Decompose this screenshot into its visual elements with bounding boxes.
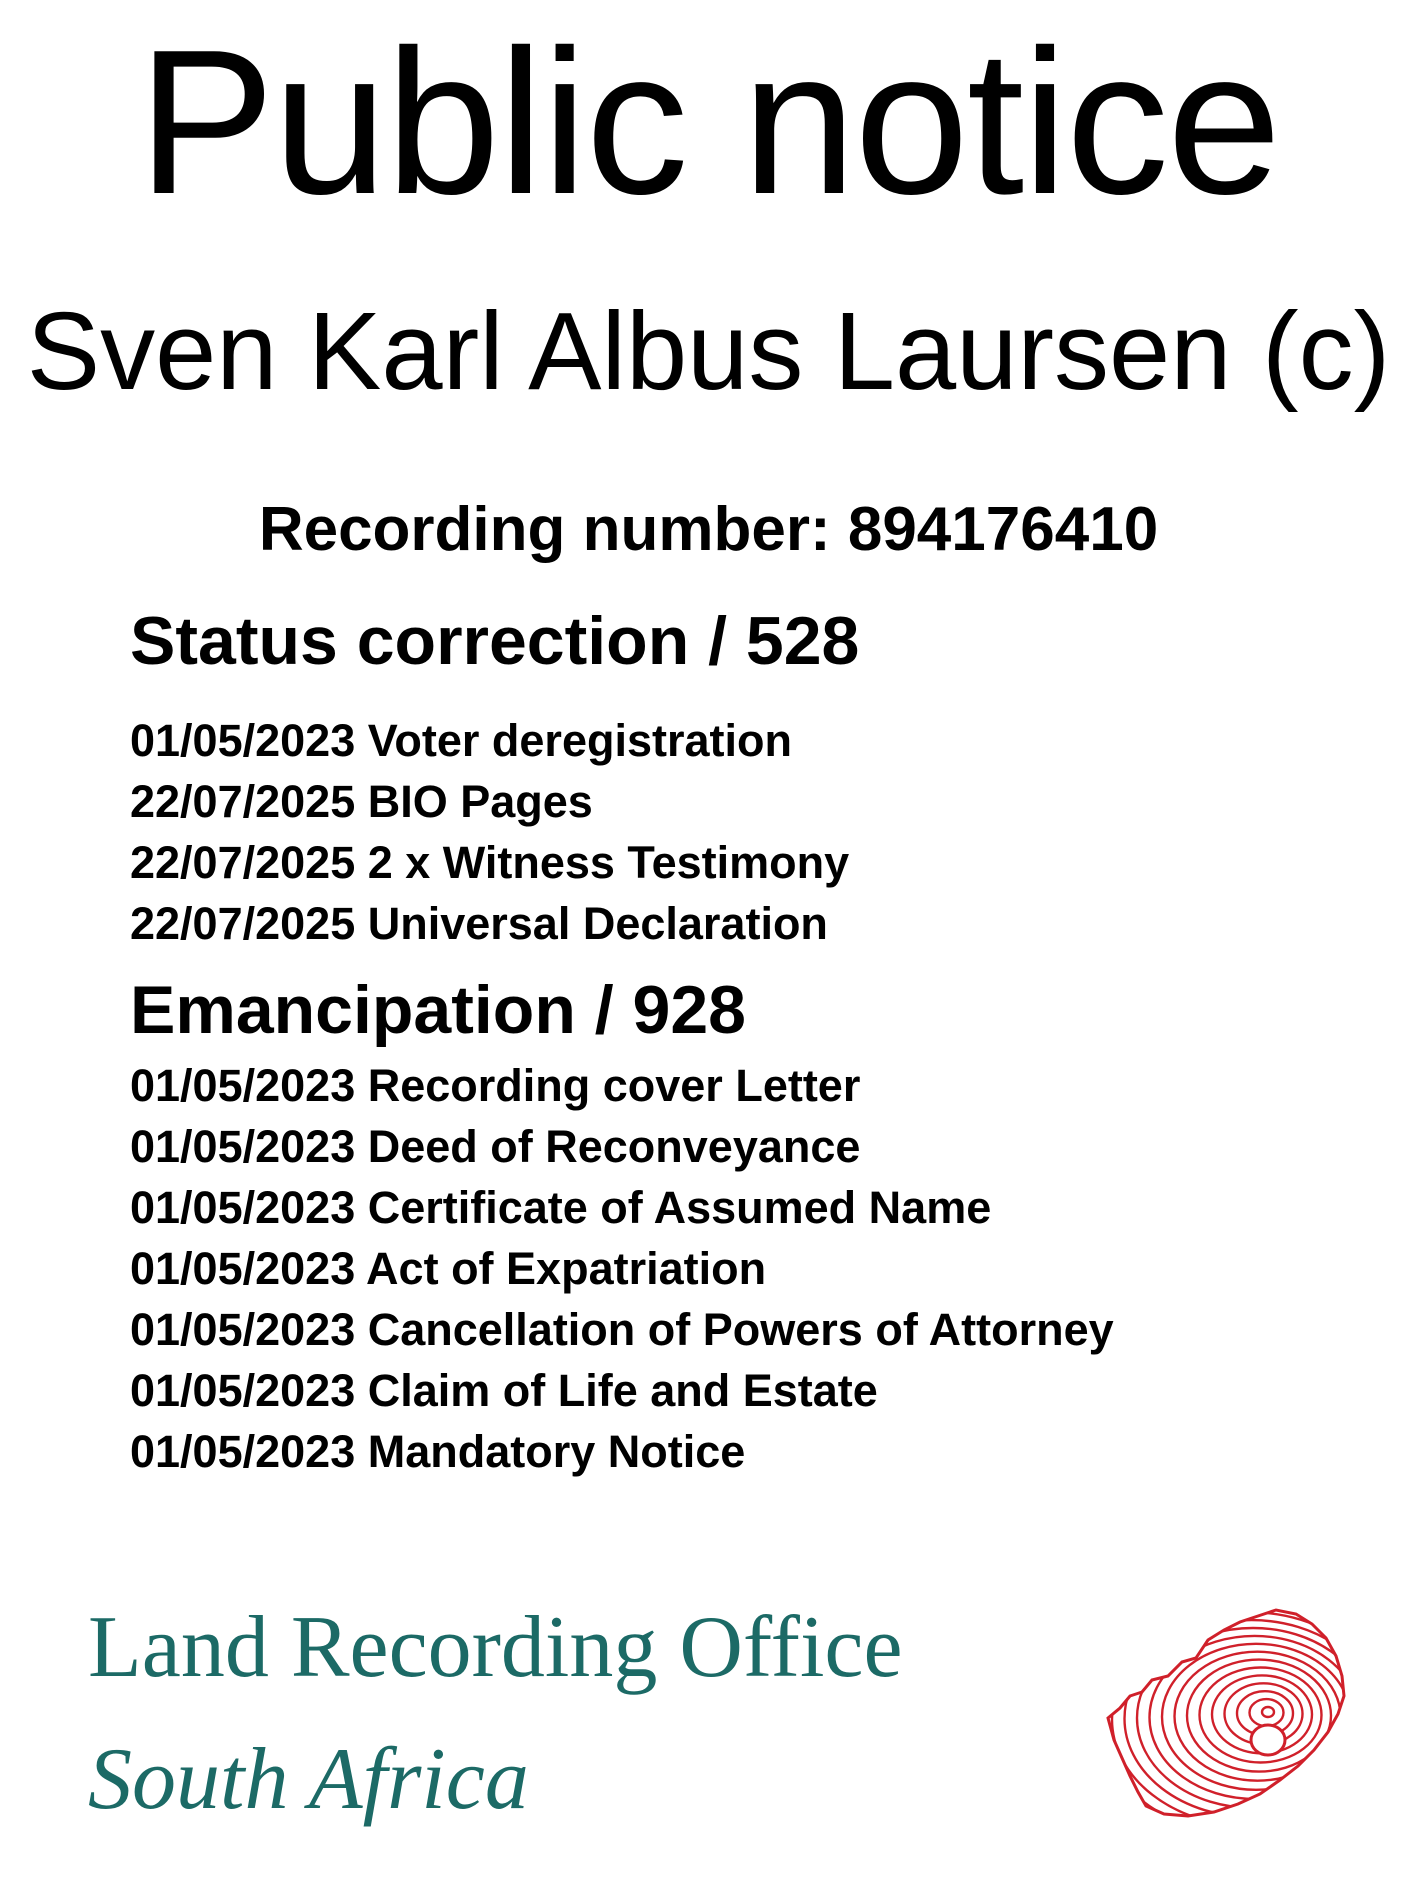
list-item: 01/05/2023 Claim of Life and Estate [130, 1365, 878, 1416]
list-item: 01/05/2023 Act of Expatriation [130, 1243, 767, 1294]
fingerprint-ridge [1262, 1707, 1274, 1717]
list-item: 01/05/2023 Voter deregistration [130, 715, 792, 766]
list-item: 01/05/2023 Certificate of Assumed Name [130, 1182, 992, 1233]
section-status-correction-list [130, 710, 849, 954]
list-item: 01/05/2023 Recording cover Letter [130, 1060, 861, 1111]
section-status-correction-heading: Status correction / 528 [130, 603, 860, 679]
office-name: Land Recording Office [88, 1599, 903, 1696]
list-item: 22/07/2025 Universal Declaration [130, 898, 828, 949]
fingerprint-ridge [1125, 1620, 1361, 1817]
recording-number: Recording number: 894176410 [258, 495, 1159, 564]
notice-title: Public notice [137, 7, 1280, 237]
office-country: South Africa [88, 1731, 529, 1828]
section-emancipation-heading: Emancipation / 928 [130, 972, 746, 1048]
list-item: 22/07/2025 2 x Witness Testimony [130, 837, 850, 888]
south-africa-fingerprint-map-icon [1090, 1600, 1360, 1830]
list-item: 01/05/2023 Deed of Reconveyance [130, 1121, 861, 1172]
section-emancipation-list [130, 1055, 1114, 1482]
list-item: 01/05/2023 Mandatory Notice [130, 1426, 746, 1477]
list-item: 01/05/2023 Cancellation of Powers of Attorney [130, 1304, 1114, 1355]
list-item: 22/07/2025 BIO Pages [130, 776, 593, 827]
fingerprint-ridge [1250, 1699, 1284, 1726]
notice-name: Sven Karl Albus Laursen (c) [26, 290, 1391, 413]
